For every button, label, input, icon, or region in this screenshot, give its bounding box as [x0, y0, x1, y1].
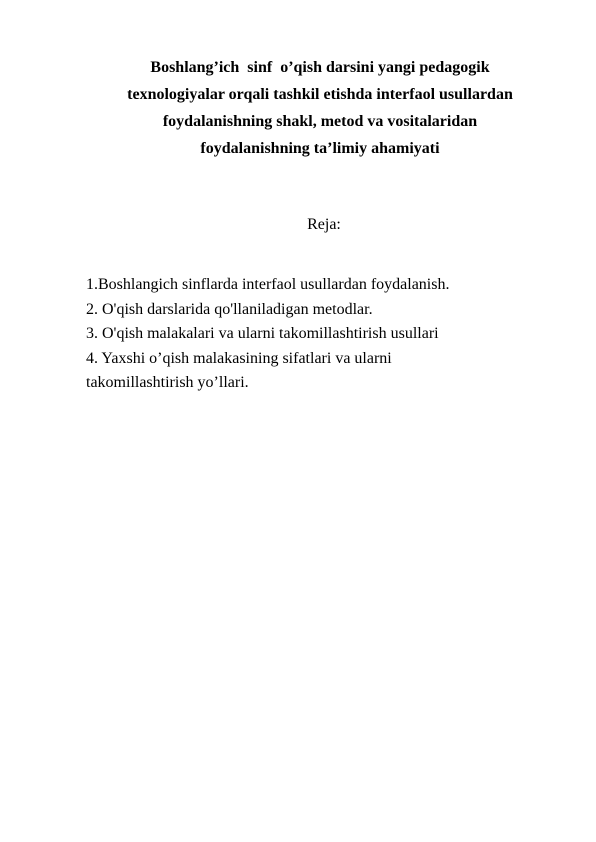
plan-item: 1.Boshlangich sinflarda interfaol usullardan foydalanish.	[86, 276, 450, 293]
title-line: foydalanishning ta’limiy ahamiyati	[200, 140, 440, 157]
title-line: Boshlang’ich sinf o’qish darsini yangi pedagogik	[150, 59, 490, 76]
document-title	[90, 54, 550, 162]
plan-item: takomillashtirish yo’llari.	[86, 374, 249, 391]
title-line: texnologiyalar orqali tashkil etishda interfaol usullardan	[127, 86, 513, 103]
plan-item: 3. O'qish malakalari va ularni takomillashtirish usullari	[86, 325, 439, 342]
title-line: foydalanishning shakl, metod va vositalaridan	[162, 113, 478, 130]
plan-heading: Reja:	[307, 216, 341, 233]
plan-list	[86, 273, 556, 396]
plan-item: 4. Yaxshi o’qish malakasining sifatlari va ularni	[86, 349, 392, 367]
plan-item: 2. O'qish darslarida qo'llaniladigan metodlar.	[86, 300, 373, 318]
